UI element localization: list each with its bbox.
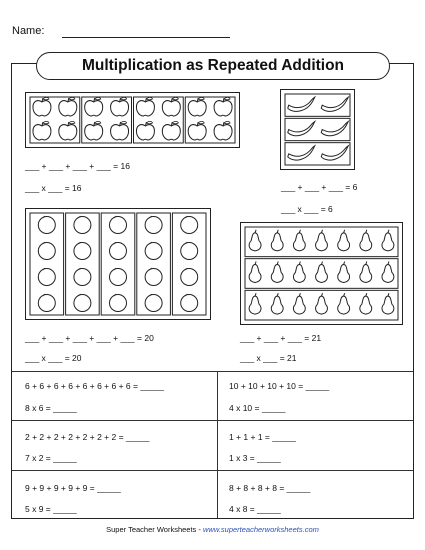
circle-icon bbox=[145, 242, 162, 260]
circle-icon bbox=[145, 268, 162, 286]
problem-2-addition: 10 + 10 + 10 + 10 = _____ bbox=[229, 381, 330, 391]
circle-icon bbox=[145, 216, 162, 234]
circle-icon bbox=[38, 268, 55, 286]
banana-picture bbox=[281, 90, 354, 169]
apple-groups-box bbox=[25, 92, 240, 148]
problem-5-addition: 9 + 9 + 9 + 9 + 9 = _____ bbox=[25, 483, 121, 493]
page-title: Multiplication as Repeated Addition bbox=[36, 52, 390, 80]
problem-5-multiplication: 5 x 9 = _____ bbox=[25, 504, 77, 514]
pear-picture bbox=[241, 223, 402, 324]
circle-icon bbox=[145, 294, 162, 312]
grid-line-middle-1 bbox=[12, 420, 413, 421]
footer-separator: - bbox=[196, 525, 203, 534]
apples-multiplication-equation: ___ x ___ = 16 bbox=[25, 183, 82, 193]
circle-icon bbox=[110, 294, 127, 312]
pears-multiplication-equation: ___ x ___ = 21 bbox=[240, 353, 297, 363]
circles-multiplication-equation: ___ x ___ = 20 bbox=[25, 353, 82, 363]
name-field[interactable] bbox=[62, 37, 230, 38]
circle-icon bbox=[181, 294, 198, 312]
circle-icon bbox=[181, 268, 198, 286]
problem-4-addition: 1 + 1 + 1 = _____ bbox=[229, 432, 296, 442]
problem-1-multiplication: 8 x 6 = _____ bbox=[25, 403, 77, 413]
apples-addition-equation: ___ + ___ + ___ + ___ = 16 bbox=[25, 161, 130, 171]
bananas-addition-equation: ___ + ___ + ___ = 6 bbox=[281, 182, 358, 192]
circle-groups-box bbox=[25, 208, 211, 320]
problem-1-addition: 6 + 6 + 6 + 6 + 6 + 6 + 6 + 6 = _____ bbox=[25, 381, 164, 391]
circles-addition-equation: ___ + ___ + ___ + ___ + ___ = 20 bbox=[25, 333, 154, 343]
footer bbox=[0, 525, 425, 534]
circle-icon bbox=[38, 216, 55, 234]
circle-icon bbox=[38, 294, 55, 312]
circle-icon bbox=[74, 216, 91, 234]
problem-6-multiplication: 4 x 8 = _____ bbox=[229, 504, 281, 514]
circle-icon bbox=[38, 242, 55, 260]
circle-icon bbox=[74, 242, 91, 260]
problem-2-multiplication: 4 x 10 = _____ bbox=[229, 403, 286, 413]
problem-6-addition: 8 + 8 + 8 + 8 = _____ bbox=[229, 483, 311, 493]
grid-line-vertical bbox=[217, 371, 218, 518]
pears-addition-equation: ___ + ___ + ___ = 21 bbox=[240, 333, 322, 343]
apple-picture bbox=[26, 93, 239, 147]
circle-icon bbox=[110, 242, 127, 260]
problem-4-multiplication: 1 x 3 = _____ bbox=[229, 453, 281, 463]
circle-icon bbox=[181, 242, 198, 260]
footer-url[interactable]: www.superteacherworksheets.com bbox=[202, 525, 319, 534]
grid-line-middle-2 bbox=[12, 470, 413, 471]
name-label: Name: bbox=[12, 25, 45, 37]
bananas-multiplication-equation: ___ x ___ = 6 bbox=[281, 204, 333, 214]
circle-icon bbox=[110, 268, 127, 286]
grid-line-top bbox=[12, 371, 413, 372]
circle-icon bbox=[181, 216, 198, 234]
banana-groups-box bbox=[280, 89, 355, 170]
circle-icon bbox=[110, 216, 127, 234]
footer-brand: Super Teacher Worksheets bbox=[106, 525, 197, 534]
problem-3-multiplication: 7 x 2 = _____ bbox=[25, 453, 77, 463]
circle-icon bbox=[74, 268, 91, 286]
circle-icon bbox=[74, 294, 91, 312]
circle-picture bbox=[26, 209, 210, 319]
pear-groups-box bbox=[240, 222, 403, 325]
problem-3-addition: 2 + 2 + 2 + 2 + 2 + 2 + 2 = _____ bbox=[25, 432, 150, 442]
